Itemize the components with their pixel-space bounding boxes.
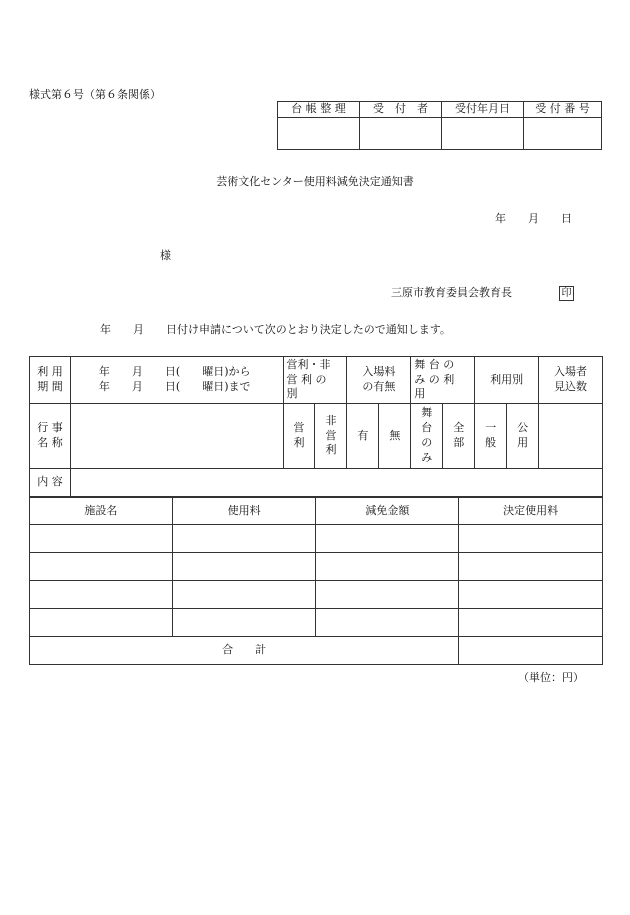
- admin-header-receipt-number: 受 付 番 号: [524, 102, 602, 118]
- event-name-field[interactable]: [70, 404, 283, 469]
- option-use-official[interactable]: 公 用: [507, 404, 539, 469]
- option-stage-only[interactable]: 舞 台 の み: [411, 404, 443, 469]
- fee-cell[interactable]: [172, 609, 316, 637]
- fee-cell[interactable]: [30, 609, 173, 637]
- issuer-line: [391, 284, 574, 301]
- fee-cell[interactable]: [459, 609, 603, 637]
- fee-cell[interactable]: [30, 525, 173, 553]
- option-stage-all[interactable]: 全 部: [443, 404, 475, 469]
- document-title: 芸術文化センター使用料減免決定通知書: [216, 175, 414, 188]
- table-row: [30, 553, 603, 581]
- admin-header-ledger: 台 帳 整 理: [278, 102, 360, 118]
- profit-header: 営利・非 営 利 の 別: [283, 357, 347, 404]
- option-admission-yes[interactable]: 有: [347, 404, 379, 469]
- admin-header-receipt-date: 受付年月日: [442, 102, 524, 118]
- issuer-name: 三原市教育委員会教育長: [391, 286, 512, 299]
- fee-cell[interactable]: [316, 525, 459, 553]
- period-from: 年 月 日( 曜日)から: [98, 365, 251, 379]
- form-number: 様式第６号（第６条関係）: [29, 88, 161, 101]
- option-profit[interactable]: 営 利: [283, 404, 315, 469]
- period-range[interactable]: [70, 357, 283, 404]
- content-label: 内 容: [30, 469, 71, 497]
- table-row: [30, 525, 603, 553]
- seal-mark: 印: [559, 286, 574, 301]
- fee-header-facility: 施設名: [30, 498, 173, 525]
- fee-cell[interactable]: [30, 581, 173, 609]
- period-to: 年 月 日( 曜日)まで: [98, 380, 251, 393]
- option-nonprofit[interactable]: 非 営 利: [315, 404, 347, 469]
- admin-cell-receiver[interactable]: [360, 117, 442, 149]
- event-label: 行 事 名 称: [30, 404, 71, 469]
- fee-cell[interactable]: [172, 553, 316, 581]
- admin-header-receiver: 受 付 者: [360, 102, 442, 118]
- fee-cell[interactable]: [459, 581, 603, 609]
- period-label: 利 用 期 間: [30, 357, 71, 404]
- addressee-suffix: 様: [160, 249, 171, 262]
- table-row: [30, 609, 603, 637]
- stage-header: 舞 台 の み の 利 用: [411, 357, 475, 404]
- admin-table: [277, 101, 602, 150]
- option-use-general[interactable]: 一 般: [475, 404, 507, 469]
- admin-cell-receipt-date[interactable]: [442, 117, 524, 149]
- application-form-table: [29, 356, 603, 497]
- fee-header-fee: 使用料: [172, 498, 316, 525]
- fee-cell[interactable]: [459, 525, 603, 553]
- fee-header-reduction: 減免金額: [316, 498, 459, 525]
- fee-total-label: 合 計: [30, 637, 459, 665]
- use-type-header: 利用別: [475, 357, 539, 404]
- table-row: [30, 581, 603, 609]
- admin-cell-receipt-number[interactable]: [524, 117, 602, 149]
- unit-note: （単位：円）: [518, 671, 584, 684]
- fee-total-value[interactable]: [459, 637, 603, 665]
- fee-header-decided-fee: 決定使用料: [459, 498, 603, 525]
- attendance-field[interactable]: [539, 404, 603, 469]
- fee-cell[interactable]: [30, 553, 173, 581]
- admin-cell-ledger[interactable]: [278, 117, 360, 149]
- attendance-header: 入場者 見込数: [539, 357, 603, 404]
- fee-cell[interactable]: [172, 525, 316, 553]
- fee-cell[interactable]: [172, 581, 316, 609]
- fee-cell[interactable]: [316, 581, 459, 609]
- content-field[interactable]: [70, 469, 602, 497]
- issue-date: 年 月 日: [495, 212, 572, 225]
- fee-cell[interactable]: [316, 553, 459, 581]
- admission-header: 入場料 の有無: [347, 357, 411, 404]
- fee-cell[interactable]: [316, 609, 459, 637]
- option-admission-no[interactable]: 無: [379, 404, 411, 469]
- fee-cell[interactable]: [459, 553, 603, 581]
- notice-intro: 年 月 日付け申請について次のとおり決定したので通知します。: [100, 323, 451, 336]
- fee-table: [29, 497, 603, 665]
